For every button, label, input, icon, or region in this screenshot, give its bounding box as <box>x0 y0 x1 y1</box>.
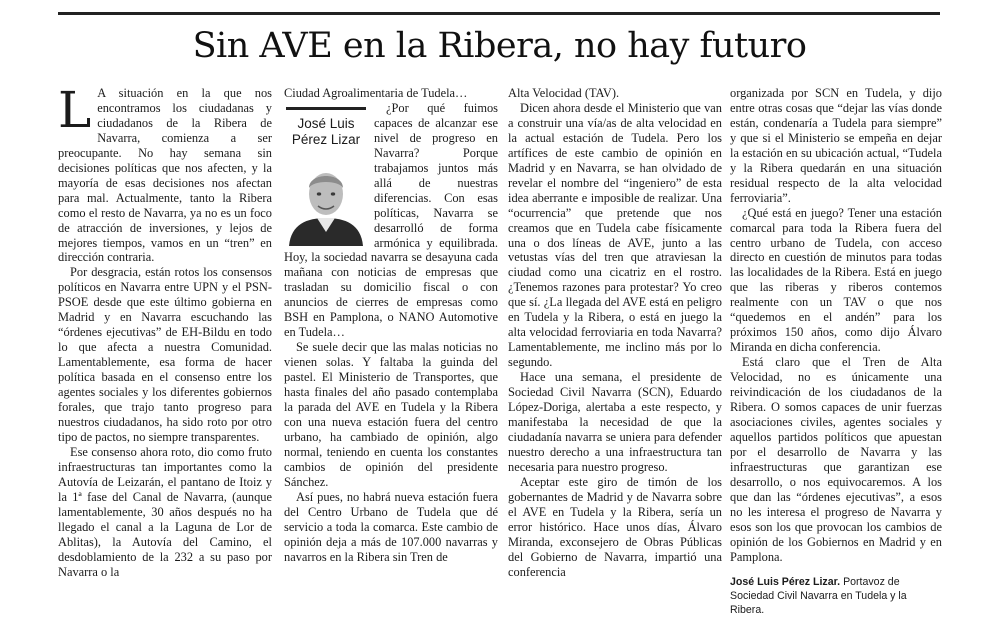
author-last-name: Pérez Lizar <box>291 131 361 147</box>
paragraph: Está claro que el Tren de Alta Velocidad, no es únicamente una reivindicación de los ciudadanos de la Ribera. O somos capaces de unir fuerzas asociaciones civiles, agentes sociales y aquellos partidos políticos que apuestan por el desarrollo de Navarra y las infraestructuras que garantizan ese desarrollo, o nos equivocaremos. A los que dan las “órdenes ejecutivas”, a esos no les interesa el progreso de Navarra y esos son los que provocan los cambios de opinión de los Gobiernos en Madrid y en Pamplona. <box>730 355 942 564</box>
paragraph: Hace una semana, el presidente de Sociedad Civil Navarra (SCN), Eduardo López-Doriga, alertaba a este respecto, y manifestaba la necesidad de que la ciudadanía navarra se uniera para defender nuestro derecho a una infraestructura tan necesaria para nuestro progreso. <box>508 370 722 474</box>
column-4 <box>730 86 942 617</box>
paragraph: Así pues, no habrá nueva estación fuera del Centro Urbano de Tudela que dé servicio a toda la comarca. Este cambio de opinión deja a más de 107.000 navarras y navarros en la Ribera sin Tren de <box>284 489 498 564</box>
column-1 <box>58 81 272 579</box>
drop-cap: L <box>58 81 92 139</box>
paragraph: Se suele decir que las malas noticias no vienen solas. Y faltaba la guinda del pastel. El Ministerio de Transportes, que hasta finales del año pasado contemplaba la parada del AVE en Tudela y la Ribera con una nueva estación fuera del centro urbano, ha cambiado de opinión, algo normal, teniendo en cuenta los constantes cambios de opinión del presidente Sánchez. <box>284 340 498 489</box>
headline: Sin AVE en la Ribera, no hay futuro <box>192 26 807 66</box>
paragraph: ¿Qué está en juego? Tener una estación comarcal para toda la Ribera fuera del centro urbano de Tudela, con acceso directo en cuestión de minutos para todas las localidades de la Ribera. Está en juego que las riberas y riberos contemos realmente con un TAV o que nos “quedemos en el andén” para los próximos 150 años, como dijo Álvaro Miranda en dicha conferencia. <box>730 205 942 355</box>
paragraph: Ciudad Agroalimentaria de Tudela… <box>284 86 468 100</box>
author-first-name: José Luis <box>297 115 355 131</box>
column-2 <box>284 86 498 565</box>
author-signature <box>730 575 942 617</box>
paragraph: Alta Velocidad (TAV). <box>508 86 620 100</box>
author-box <box>284 107 368 246</box>
paragraph: Aceptar este giro de timón de los gobernantes de Madrid y de Navarra sobre el AVE en Tudela y la Ribera, sería un error histórico. Hace unos días, Álvaro Miranda, exconsejero de Obras Públicas del Gobierno de Navarra, impartió una conferencia <box>508 474 722 579</box>
paragraph: Ese consenso ahora roto, dio como fruto infraestructuras tan importantes como la Autovía de Leizarán, el pantano de Itoiz y la 1ª fase del Canal de Navarra, (aunque lamentablemente, 30 años después no ha llegado el canal a la Laguna de Lor de Ablitas), la Autovía del Camino, el desdoblamiento de la 232 a su paso por Navarra o la <box>58 444 272 579</box>
signature-role: Portavoz de Sociedad Civil Navarra en Tudela y la Ribera. <box>730 575 907 616</box>
paragraph: organizada por SCN en Tudela, y dijo entre otras cosas que “dejar las vías donde están, condenaría a Tudela para siempre” y que si el Ministerio se empeña en dejar la estación en su ubicación actual, “Tudela y la Ribera quedarán en una situación residual respecto de la alta velocidad ferroviaria”. <box>730 86 942 205</box>
paragraph: L A situación en la que nos encontramos los ciudadanas y ciudadanos de la Ribera de Navarra, comienza a ser preocupante. No hay semana sin decisiones políticas que nos afecten, y la mayoría de esas decisiones nos afectan para mal. Actualmente, tanto la Ribera como el resto de Navarra, ya no es un foco de atracción de inversiones, y lejos de mejores tiempos, vamos en un “tren” en dirección contraria. <box>58 81 272 265</box>
top-rule <box>58 12 940 15</box>
paragraph: Dicen ahora desde el Ministerio que van a construir una vía/as de alta velocidad en la actual estación de Tudela. Pero los artífices de este cambio de opinión en Madrid y en Navarra, se han olvidado de revelar el nombre del “ingeniero” de esta idea aberrante e imposible de realizar. Una “ocurrencia” que pretende que nos creamos que en Tudela cabe físicamente una o dos líneas de AVE, junto a las vetustas vías del tren que atraviesan la ciudad como una cicatriz en el rostro. ¿Tenemos razones para protestar? Yo creo que sí. ¿La llegada del AVE está en peligro en Tudela y la Ribera, o está en juego la alta velocidad ferroviaria en toda Navarra? Lamentablemente, me inclino más por lo segundo. <box>508 100 722 370</box>
paragraph: Por desgracia, están rotos los consensos políticos en Navarra entre UPN y el PSN-PSOE desde que este último gobierna en Madrid y en Navarra escuchando las “órdenes ejecutivas” de EH-Bildu en todo lo que afecta a nuestra Comunidad. Lamentablemente, esa forma de hacer política basada en el consenso entre los agentes sociales y los diferentes gobiernos forales, que trajo tanto progreso para nuestros ciudadanos, ha sido roto por otro tipo de pactos, no siempre transparentes. <box>58 265 272 444</box>
byline-rule <box>286 107 366 110</box>
paragraph: José Luis Pérez Lizar ¿Por qué fuimos capaces de alcanzar ese nivel de progreso en Navarra? Porque trabajamos juntos más allá de nuestras diferencias. Con esas políticas, Navarra se desarrolló de forma armónica y equilibrada. Hoy, la sociedad navarra se desayuna cada mañana con noticias de empresas que trasladan su domicilio fiscal o con anuncios de cierres de empresas como BSH en Pamplona, o NANO Automotive en Tudela… <box>284 100 498 340</box>
author-photo <box>287 158 365 246</box>
column-3 <box>508 86 722 579</box>
signature-name: José Luis Pérez Lizar. <box>730 575 841 588</box>
